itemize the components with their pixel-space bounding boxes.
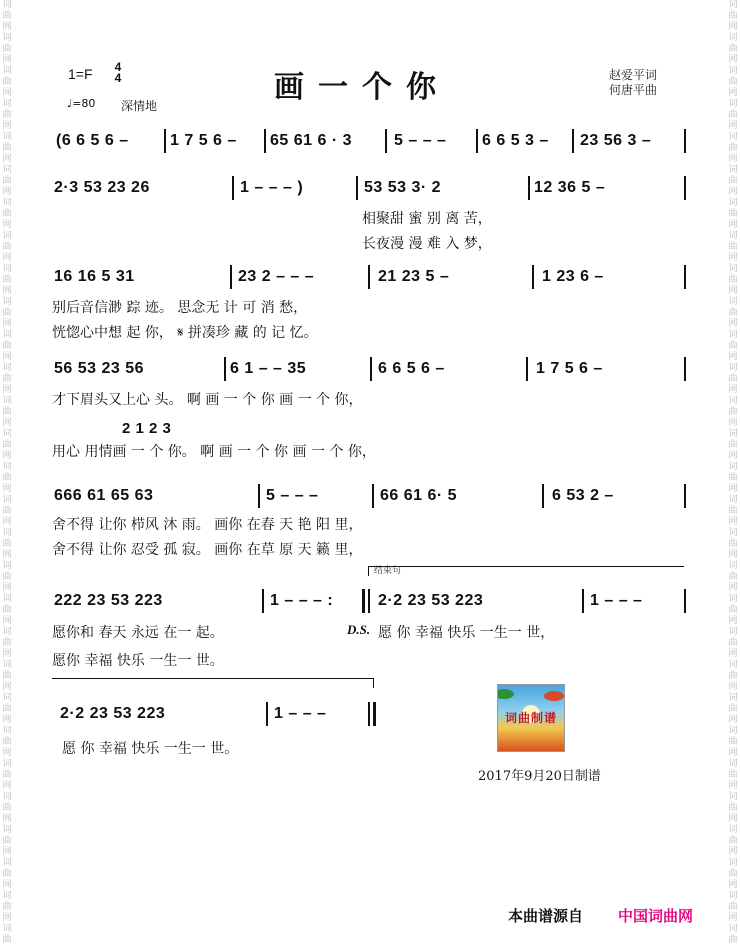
- barline: [385, 129, 387, 153]
- watermark-char: 网: [728, 418, 738, 428]
- watermark-char: 曲: [2, 275, 12, 285]
- watermark-char: 网: [2, 385, 12, 395]
- watermark-char: 词: [2, 561, 12, 571]
- watermark-char: 词: [2, 0, 12, 10]
- source-link[interactable]: 中国词曲网: [618, 907, 694, 925]
- watermark-char: 网: [728, 781, 738, 791]
- watermark-char: 曲: [2, 836, 12, 846]
- watermark-char: 词: [2, 66, 12, 76]
- watermark-char: 网: [2, 352, 12, 362]
- watermark-char: 曲: [728, 737, 738, 747]
- measure: 2·2 23 53 223: [378, 592, 484, 609]
- measure: 6 53 2 –: [552, 487, 614, 504]
- watermark-right: [726, 0, 740, 951]
- watermark-char: 曲: [728, 209, 738, 219]
- watermark-char: 曲: [728, 11, 738, 21]
- watermark-char: 词: [2, 528, 12, 538]
- watermark-char: 词: [728, 825, 738, 835]
- watermark-char: 词: [2, 198, 12, 208]
- watermark-char: 词: [2, 132, 12, 142]
- barline: [264, 129, 266, 153]
- watermark-char: 网: [2, 583, 12, 593]
- measure: 6 6 5 3 –: [482, 132, 549, 149]
- score-row-7: [52, 701, 392, 727]
- watermark-char: 词: [2, 792, 12, 802]
- watermark-char: 词: [2, 495, 12, 505]
- logo-text: 词曲制谱: [504, 711, 557, 725]
- watermark-char: 网: [728, 616, 738, 626]
- lyric-line: 愿 你 幸福 快乐 一生一 世。: [62, 741, 239, 757]
- watermark-char: 曲: [2, 308, 12, 318]
- watermark-char: 曲: [2, 143, 12, 153]
- time-signature-top: 4: [114, 60, 122, 74]
- watermark-char: 曲: [728, 473, 738, 483]
- watermark-char: 曲: [728, 176, 738, 186]
- measure: 2·3 53 23 26: [54, 179, 150, 196]
- watermark-char: 词: [2, 330, 12, 340]
- watermark-char: 网: [2, 847, 12, 857]
- watermark-char: 词: [2, 165, 12, 175]
- ending-bracket-edge: [368, 566, 369, 576]
- watermark-char: 网: [2, 880, 12, 890]
- barline: [526, 357, 528, 381]
- barline: [684, 265, 686, 289]
- watermark-char: 网: [2, 913, 12, 923]
- score-row-5: [52, 483, 692, 509]
- watermark-char: 网: [728, 22, 738, 32]
- watermark-char: 曲: [728, 341, 738, 351]
- barline: [368, 589, 370, 613]
- barline: [224, 357, 226, 381]
- ending-bracket: [368, 566, 684, 567]
- watermark-char: 网: [2, 451, 12, 461]
- watermark-char: 曲: [728, 44, 738, 54]
- watermark-char: 网: [2, 418, 12, 428]
- watermark-char: 网: [728, 880, 738, 890]
- watermark-char: 词: [728, 462, 738, 472]
- watermark-char: 网: [728, 121, 738, 131]
- watermark-char: 曲: [2, 803, 12, 813]
- key-signature: 1=F: [68, 66, 93, 82]
- watermark-char: 词: [728, 132, 738, 142]
- measure: 1 – – –: [590, 592, 643, 609]
- date-note: 2017年9月20日制谱: [478, 769, 601, 784]
- watermark-char: 曲: [2, 539, 12, 549]
- watermark-char: 曲: [2, 869, 12, 879]
- measure: 16 16 5 31: [54, 268, 135, 285]
- lyric-line: 长夜漫 漫 难 入 梦，: [362, 236, 492, 252]
- watermark-char: 曲: [728, 572, 738, 582]
- watermark-char: 曲: [728, 902, 738, 912]
- watermark-char: 网: [728, 550, 738, 560]
- barline: [476, 129, 478, 153]
- lyric-line: 才下眉头又上心 头。 啊 画 一 个 你 画 一 个 你，: [52, 392, 363, 408]
- mood-marking: 深情地: [121, 99, 158, 113]
- measure: 222 23 53 223: [54, 592, 163, 609]
- leaf-decoration: [497, 689, 514, 699]
- watermark-char: 网: [2, 121, 12, 131]
- watermark-char: 曲: [2, 935, 12, 945]
- watermark-char: 词: [728, 891, 738, 901]
- watermark-char: 词: [728, 198, 738, 208]
- watermark-char: 曲: [728, 77, 738, 87]
- watermark-char: 曲: [2, 572, 12, 582]
- measure: 21 23 5 –: [378, 268, 450, 285]
- watermark-char: 网: [2, 253, 12, 263]
- barline: [684, 176, 686, 200]
- barline: [582, 589, 584, 613]
- watermark-char: 曲: [728, 275, 738, 285]
- watermark-char: 曲: [728, 869, 738, 879]
- watermark-char: 词: [728, 858, 738, 868]
- watermark-char: 网: [2, 517, 12, 527]
- watermark-char: 词: [2, 627, 12, 637]
- measure: 1 7 5 6 –: [536, 360, 603, 377]
- measure: 666 61 65 63: [54, 487, 154, 504]
- measure: 1 23 6 –: [542, 268, 604, 285]
- barline: [528, 176, 530, 200]
- watermark-char: 网: [728, 286, 738, 296]
- watermark-char: 词: [728, 33, 738, 43]
- score-row-2: [52, 175, 692, 201]
- watermark-char: 网: [728, 517, 738, 527]
- watermark-char: 网: [2, 286, 12, 296]
- final-bracket-edge: [373, 678, 374, 688]
- watermark-char: 词: [728, 495, 738, 505]
- ending-label: 结束句: [374, 566, 402, 576]
- watermark-char: 曲: [728, 671, 738, 681]
- watermark-char: 词: [2, 693, 12, 703]
- measure: 53 53 3· 2: [364, 179, 442, 196]
- watermark-char: 曲: [728, 440, 738, 450]
- watermark-char: 曲: [2, 671, 12, 681]
- leaf-decoration: [544, 691, 564, 701]
- barline: [164, 129, 166, 153]
- repeat-barline: [362, 589, 365, 613]
- time-signature-bottom: 4: [114, 71, 122, 85]
- watermark-char: 曲: [728, 638, 738, 648]
- barline: [266, 702, 268, 726]
- final-barline-thick: [373, 702, 376, 726]
- source-label: 本曲谱源自: [508, 907, 584, 925]
- watermark-char: 词: [2, 231, 12, 241]
- watermark-char: 曲: [728, 935, 738, 945]
- dal-segno-mark: D.S.: [347, 622, 371, 637]
- watermark-char: 词: [728, 660, 738, 670]
- measure: 23 2 – – –: [238, 268, 315, 285]
- watermark-char: 词: [2, 924, 12, 934]
- watermark-char: 网: [2, 88, 12, 98]
- watermark-char: 曲: [2, 110, 12, 120]
- barline: [684, 484, 686, 508]
- watermark-char: 词: [2, 759, 12, 769]
- barline: [368, 265, 370, 289]
- watermark-char: 曲: [2, 242, 12, 252]
- watermark-char: 曲: [2, 209, 12, 219]
- lyric-line: 用心 用情画 一 个 你。 啊 画 一 个 你 画 一 个 你，: [52, 444, 376, 460]
- variant-notes: 2 1 2 3: [122, 420, 172, 437]
- watermark-char: 网: [2, 187, 12, 197]
- measure: 12 36 5 –: [534, 179, 606, 196]
- barline: [532, 265, 534, 289]
- watermark-char: 网: [2, 715, 12, 725]
- watermark-char: 词: [728, 726, 738, 736]
- measure: 6 6 5 6 –: [378, 360, 445, 377]
- lyric-line: 舍不得 让你 栉风 沐 雨。 画你 在春 天 艳 阳 里，: [52, 517, 363, 533]
- watermark-char: 曲: [728, 110, 738, 120]
- watermark-char: 曲: [2, 374, 12, 384]
- lyric-line: 相聚甜 蜜 别 离 苦，: [362, 211, 492, 227]
- watermark-left: [0, 0, 14, 951]
- watermark-char: 曲: [728, 836, 738, 846]
- watermark-char: 曲: [728, 803, 738, 813]
- watermark-char: 词: [2, 99, 12, 109]
- watermark-char: 词: [2, 396, 12, 406]
- measure: 66 61 6· 5: [380, 487, 458, 504]
- watermark-char: 曲: [2, 473, 12, 483]
- lyricist-credit: 赵爱平词: [609, 68, 658, 82]
- watermark-char: 网: [2, 781, 12, 791]
- barline: [572, 129, 574, 153]
- barline: [232, 176, 234, 200]
- watermark-char: 网: [728, 682, 738, 692]
- barline: [542, 484, 544, 508]
- watermark-char: 网: [728, 319, 738, 329]
- watermark-char: 词: [728, 297, 738, 307]
- watermark-char: 网: [2, 682, 12, 692]
- song-title: 画一个你: [274, 70, 450, 105]
- watermark-char: 网: [728, 220, 738, 230]
- watermark-char: 词: [2, 891, 12, 901]
- watermark-char: 网: [728, 55, 738, 65]
- watermark-char: 网: [728, 154, 738, 164]
- measure: (6 6 5 6 –: [56, 132, 129, 149]
- watermark-char: 网: [728, 253, 738, 263]
- watermark-char: 词: [728, 99, 738, 109]
- lyric-line: 恍惚心中想 起 你， 𝄋 拼凑珍 藏 的 记 忆。: [52, 325, 318, 341]
- watermark-char: 曲: [728, 242, 738, 252]
- measure: 1 – – – :: [270, 592, 334, 609]
- watermark-char: 曲: [2, 176, 12, 186]
- watermark-char: 词: [2, 825, 12, 835]
- watermark-char: 网: [2, 220, 12, 230]
- measure: 1 7 5 6 –: [170, 132, 237, 149]
- score-row-3: [52, 264, 692, 290]
- measure: 56 53 23 56: [54, 360, 145, 377]
- watermark-char: 曲: [2, 77, 12, 87]
- watermark-char: 曲: [2, 44, 12, 54]
- watermark-char: 词: [728, 429, 738, 439]
- watermark-char: 网: [728, 583, 738, 593]
- score-maker-logo: [497, 684, 565, 752]
- barline: [684, 589, 686, 613]
- watermark-char: 词: [2, 660, 12, 670]
- watermark-char: 网: [728, 913, 738, 923]
- composer-credit: 何唐平曲: [609, 83, 658, 97]
- watermark-char: 曲: [2, 770, 12, 780]
- measure: 6 1 – – 35: [230, 360, 307, 377]
- watermark-char: 词: [728, 264, 738, 274]
- score-row-1: [52, 128, 692, 154]
- watermark-char: 词: [728, 627, 738, 637]
- watermark-char: 网: [728, 88, 738, 98]
- watermark-char: 网: [2, 319, 12, 329]
- watermark-char: 曲: [2, 11, 12, 21]
- barline: [370, 357, 372, 381]
- watermark-char: 词: [2, 594, 12, 604]
- tempo-marking: ♩=80: [67, 97, 96, 110]
- watermark-char: 曲: [728, 374, 738, 384]
- watermark-char: 曲: [728, 704, 738, 714]
- watermark-char: 曲: [2, 902, 12, 912]
- watermark-char: 网: [728, 715, 738, 725]
- watermark-char: 网: [728, 352, 738, 362]
- watermark-char: 词: [2, 429, 12, 439]
- watermark-char: 曲: [2, 440, 12, 450]
- watermark-char: 网: [728, 748, 738, 758]
- watermark-char: 网: [2, 55, 12, 65]
- watermark-char: 词: [2, 858, 12, 868]
- watermark-char: 曲: [2, 638, 12, 648]
- barline: [356, 176, 358, 200]
- barline: [258, 484, 260, 508]
- watermark-char: 词: [728, 165, 738, 175]
- watermark-char: 曲: [2, 605, 12, 615]
- watermark-char: 词: [728, 66, 738, 76]
- watermark-char: 网: [2, 154, 12, 164]
- watermark-char: 曲: [728, 539, 738, 549]
- watermark-char: 曲: [2, 341, 12, 351]
- watermark-char: 网: [728, 814, 738, 824]
- score-row-6: [52, 588, 692, 614]
- watermark-char: 词: [2, 363, 12, 373]
- watermark-char: 网: [2, 649, 12, 659]
- barline: [372, 484, 374, 508]
- barline: [230, 265, 232, 289]
- watermark-char: 曲: [728, 308, 738, 318]
- measure: 1 – – – ): [240, 179, 304, 196]
- watermark-char: 词: [728, 528, 738, 538]
- watermark-char: 网: [2, 22, 12, 32]
- watermark-char: 词: [2, 726, 12, 736]
- time-signature: [112, 62, 124, 84]
- barline: [684, 129, 686, 153]
- measure: 1 – – –: [274, 705, 327, 722]
- lyric-line: 愿你和 春天 永远 在一 起。: [52, 625, 224, 641]
- measure: 2·2 23 53 223: [60, 705, 166, 722]
- watermark-char: 曲: [2, 704, 12, 714]
- watermark-char: 网: [2, 484, 12, 494]
- measure: 23 56 3 –: [580, 132, 652, 149]
- measure: 5 – – –: [394, 132, 447, 149]
- watermark-char: 曲: [2, 506, 12, 516]
- watermark-char: 网: [2, 550, 12, 560]
- watermark-char: 曲: [728, 143, 738, 153]
- score-row-4: [52, 356, 692, 382]
- watermark-char: 曲: [2, 407, 12, 417]
- watermark-char: 网: [728, 385, 738, 395]
- watermark-char: 网: [728, 187, 738, 197]
- watermark-char: 曲: [728, 770, 738, 780]
- barline: [262, 589, 264, 613]
- lyric-line: 愿你 幸福 快乐 一生一 世。: [52, 653, 224, 669]
- measure: 65 61 6 · 3: [270, 132, 352, 149]
- watermark-char: 曲: [728, 407, 738, 417]
- watermark-char: 词: [728, 231, 738, 241]
- watermark-char: 词: [728, 924, 738, 934]
- watermark-char: 网: [2, 748, 12, 758]
- measure: 5 – – –: [266, 487, 319, 504]
- watermark-char: 词: [2, 33, 12, 43]
- lyric-line: 别后音信渺 踪 迹。 思念无 计 可 消 愁，: [52, 300, 308, 316]
- watermark-char: 曲: [728, 506, 738, 516]
- watermark-char: 词: [728, 363, 738, 373]
- watermark-char: 词: [728, 594, 738, 604]
- watermark-char: 词: [2, 462, 12, 472]
- watermark-char: 网: [2, 616, 12, 626]
- watermark-char: 词: [2, 297, 12, 307]
- watermark-char: 网: [728, 649, 738, 659]
- watermark-char: 词: [728, 792, 738, 802]
- watermark-char: 词: [728, 561, 738, 571]
- lyric-line: 舍不得 让你 忍受 孤 寂。 画你 在草 原 天 籁 里，: [52, 542, 363, 558]
- watermark-char: 词: [2, 264, 12, 274]
- lyric-line: 愿 你 幸福 快乐 一生一 世，: [378, 625, 555, 641]
- final-bracket: [52, 678, 374, 679]
- watermark-char: 词: [728, 330, 738, 340]
- watermark-char: 词: [728, 0, 738, 10]
- watermark-char: 网: [728, 451, 738, 461]
- watermark-char: 网: [2, 814, 12, 824]
- barline: [684, 357, 686, 381]
- watermark-char: 网: [728, 847, 738, 857]
- watermark-char: 曲: [728, 605, 738, 615]
- watermark-char: 曲: [2, 737, 12, 747]
- final-barline-thin: [368, 702, 370, 726]
- watermark-char: 词: [728, 693, 738, 703]
- watermark-char: 词: [728, 396, 738, 406]
- watermark-char: 网: [728, 484, 738, 494]
- watermark-char: 词: [728, 759, 738, 769]
